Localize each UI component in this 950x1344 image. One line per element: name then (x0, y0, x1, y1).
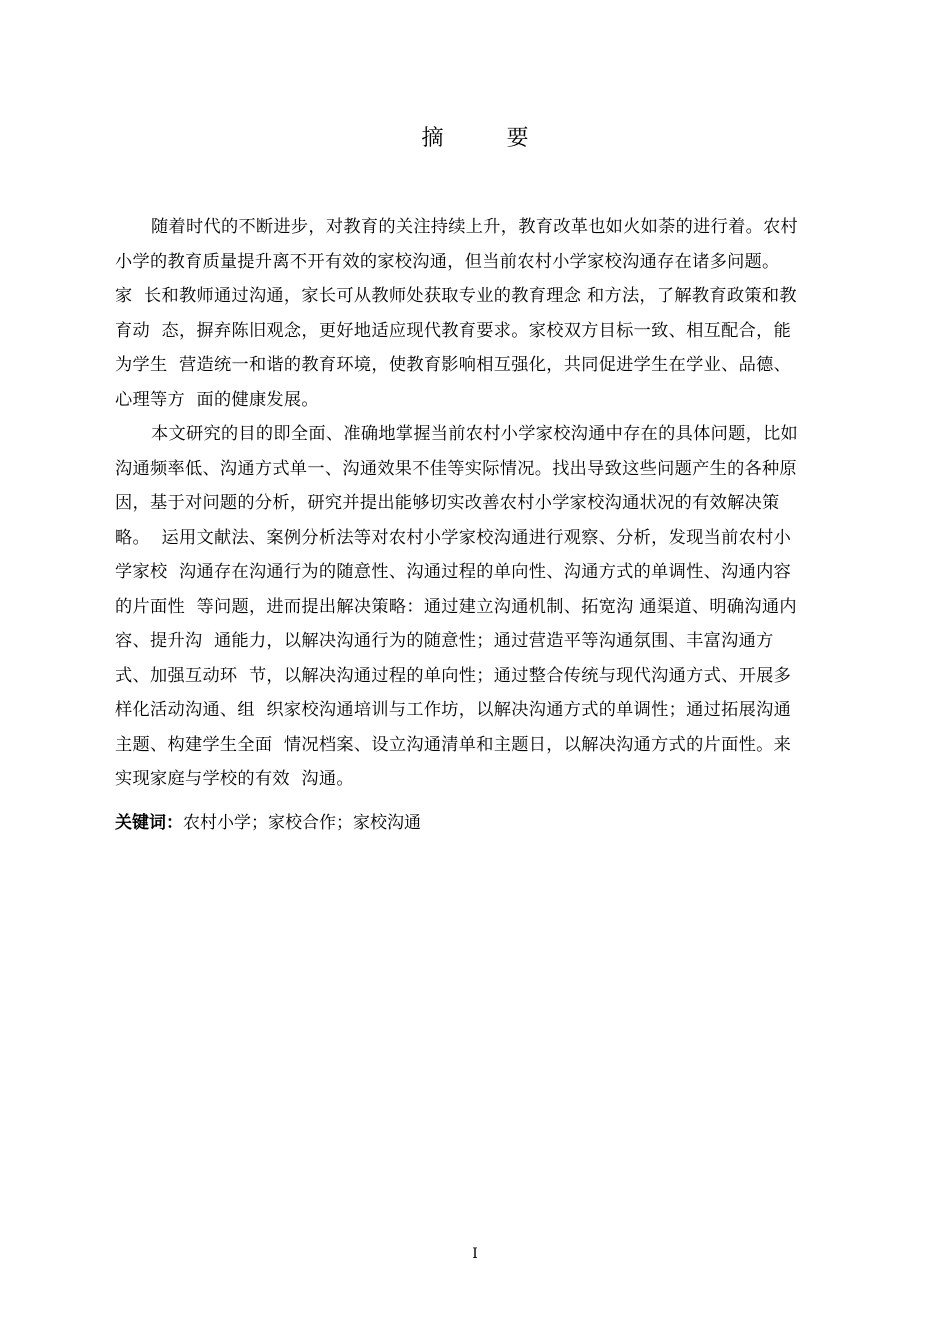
paragraph-line: 式、加强互动环 节，以解决沟通过程的单向性；通过整合传统与现代沟通方式、开展多 (115, 665, 792, 686)
keywords-value: 农村小学；家校合作；家校沟通 (183, 813, 421, 833)
paragraph-line: 沟通频率低、沟通方式单一、沟通效果不佳等实际情况。找出导致这些问题产生的各种原 (115, 458, 798, 479)
paragraph-line: 实现家庭与学校的有效 沟通。 (115, 769, 354, 789)
abstract-paragraph-1 (115, 210, 860, 417)
keywords-label: 关键词： (115, 813, 183, 833)
paragraph-line: 主题、构建学生全面 情况档案、设立沟通清单和主题日，以解决沟通方式的片面性。来 (115, 734, 792, 755)
paragraph-line: 小学的教育质量提升离不开有效的家校沟通，但当前农村小学家校沟通存在诸多问题。 (115, 251, 780, 272)
paragraph-line: 学家校 沟通存在沟通行为的随意性、沟通过程的单向性、沟通方式的单调性、沟通内容 (115, 562, 792, 582)
page-title: 摘 要 (421, 126, 557, 151)
page-number: I (472, 1246, 478, 1262)
paragraph-line: 家 长和教师通过沟通，家长可从教师处获取专业的教育理念 和方法，了解教育政策和教 (115, 286, 797, 306)
paragraph-line: 因，基于对问题的分析，研究并提出能够切实改善农村小学家校沟通状况的有效解决策 (115, 493, 780, 513)
abstract-paragraph-2 (115, 417, 860, 797)
paragraph-line: 本文研究的目的即全面、准确地掌握当前农村小学家校沟通中存在的具体问题，比如 (151, 424, 799, 444)
paragraph-line: 样化活动沟通、组 织家校沟通培训与工作坊，以解决沟通方式的单调性；通过拓展沟通 (115, 700, 792, 720)
paragraph-line: 为学生 营造统一和谐的教育环境，使教育影响相互强化，共同促进学生在学业、品德、 (115, 355, 792, 375)
paragraph-line: 容、提升沟 通能力，以解决沟通行为的随意性；通过营造平等沟通氛围、丰富沟通方 (115, 631, 774, 651)
keywords (115, 808, 421, 838)
abstract-body (115, 210, 860, 797)
paragraph-line: 育动 态，摒弃陈旧观念，更好地适应现代教育要求。家校双方目标一致、相互配合，能 (115, 320, 792, 341)
paragraph-line: 心理等方 面的健康发展。 (115, 389, 319, 410)
paragraph-line: 的片面性 等问题，进而提出解决策略：通过建立沟通机制、拓宽沟 通渠道、明确沟通内 (115, 596, 797, 617)
paragraph-line: 略。 运用文献法、案例分析法等对农村小学家校沟通进行观察、分析，发现当前农村小 (115, 527, 792, 548)
paragraph-line: 随着时代的不断进步，对教育的关注持续上升，教育改革也如火如荼的进行着。农村 (151, 217, 799, 237)
